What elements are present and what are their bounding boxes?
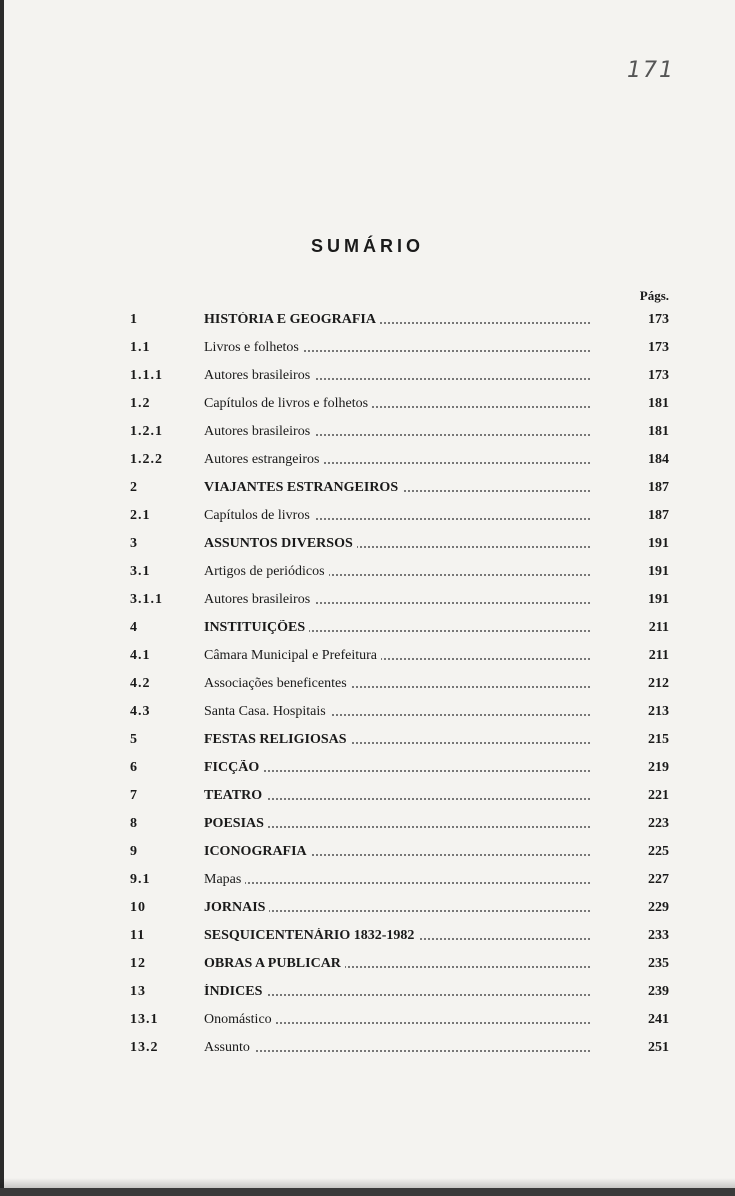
page-number: 223 (648, 816, 669, 831)
toc-row (0, 476, 735, 504)
page-number: 211 (648, 620, 669, 635)
section-number: 13.1 (130, 1012, 159, 1027)
toc-entry (204, 900, 590, 916)
toc-row (0, 868, 735, 896)
toc-entry (204, 312, 590, 328)
toc-row (0, 952, 735, 980)
toc-row (0, 728, 735, 756)
section-number: 13.2 (130, 1040, 159, 1055)
section-title: TEATRO (204, 788, 266, 803)
toc-entry (204, 984, 590, 1000)
toc-row (0, 756, 735, 784)
section-number: 3.1.1 (130, 592, 163, 607)
page-number: 191 (648, 592, 669, 607)
section-number: 1 (130, 312, 138, 327)
toc-row (0, 1008, 735, 1036)
toc-row (0, 448, 735, 476)
toc-row (0, 1036, 735, 1064)
section-title: Artigos de periódicos (204, 564, 329, 579)
toc-entry (204, 844, 590, 860)
section-title: Autores brasileiros (204, 592, 314, 607)
toc-row (0, 532, 735, 560)
section-number: 5 (130, 732, 138, 747)
section-title: FICÇÃO (204, 760, 263, 775)
toc-entry (204, 340, 590, 356)
section-number: 9.1 (130, 872, 151, 887)
toc-entry (204, 816, 590, 832)
section-title: Autores estrangeiros (204, 452, 323, 467)
toc-entry (204, 1040, 590, 1056)
page-number: 212 (648, 676, 669, 691)
toc-entry (204, 452, 590, 468)
section-number: 4.1 (130, 648, 151, 663)
toc-row (0, 980, 735, 1008)
toc-row (0, 504, 735, 532)
page-number: 229 (648, 900, 669, 915)
page-number: 227 (648, 872, 669, 887)
toc-row (0, 392, 735, 420)
section-number: 10 (130, 900, 146, 915)
toc-entry (204, 508, 590, 524)
section-number: 9 (130, 844, 138, 859)
section-title: Associações beneficentes (204, 676, 351, 691)
page-bottom-shadow (0, 1178, 735, 1188)
section-title: OBRAS A PUBLICAR (204, 956, 345, 971)
toc-entry (204, 704, 590, 720)
toc-entry (204, 928, 590, 944)
toc-row (0, 560, 735, 588)
section-title: Mapas (204, 872, 245, 887)
section-number: 7 (130, 788, 138, 803)
page-number: 239 (648, 984, 669, 999)
toc-entry (204, 760, 590, 776)
toc-entry (204, 424, 590, 440)
toc-row (0, 364, 735, 392)
toc-row (0, 672, 735, 700)
toc-entry (204, 620, 590, 636)
page-number: 187 (648, 480, 669, 495)
page-number: 241 (648, 1012, 669, 1027)
page-number: 211 (648, 648, 669, 663)
toc-row (0, 644, 735, 672)
toc-row (0, 924, 735, 952)
section-title: INSTITUIÇÕES (204, 620, 309, 635)
toc-entry (204, 480, 590, 496)
section-number: 4 (130, 620, 138, 635)
page-number: 251 (648, 1040, 669, 1055)
section-title: VIAJANTES ESTRANGEIROS (204, 480, 402, 495)
page-number: 191 (648, 536, 669, 551)
section-number: 11 (130, 928, 146, 943)
section-title: Autores brasileiros (204, 368, 314, 383)
page-number: 173 (648, 368, 669, 383)
toc-entry (204, 536, 590, 552)
toc-entry (204, 676, 590, 692)
toc-entry (204, 564, 590, 580)
page-number: 191 (648, 564, 669, 579)
toc-row (0, 588, 735, 616)
section-number: 1.2.1 (130, 424, 163, 439)
toc-entry (204, 1012, 590, 1028)
section-number: 1.1.1 (130, 368, 163, 383)
section-number: 3.1 (130, 564, 151, 579)
page-number: 181 (648, 396, 669, 411)
section-title: ÍNDICES (204, 984, 266, 999)
toc-entry (204, 396, 590, 412)
section-number: 8 (130, 816, 138, 831)
section-number: 4.3 (130, 704, 151, 719)
section-number: 1.2.2 (130, 452, 163, 467)
page-number: 181 (648, 424, 669, 439)
section-title: Onomástico (204, 1012, 276, 1027)
page-number: 173 (648, 340, 669, 355)
section-title: FESTAS RELIGIOSAS (204, 732, 351, 747)
toc-row (0, 308, 735, 336)
page-number: 233 (648, 928, 669, 943)
section-title: Assunto (204, 1040, 254, 1055)
pages-column-header: Págs. (639, 288, 669, 303)
page-number: 173 (648, 312, 669, 327)
toc-entry (204, 956, 590, 972)
section-number: 2.1 (130, 508, 151, 523)
toc-row (0, 336, 735, 364)
section-number: 1.1 (130, 340, 151, 355)
section-number: 4.2 (130, 676, 151, 691)
section-title: Câmara Municipal e Prefeitura (204, 648, 381, 663)
section-title: Capítulos de livros e folhetos (204, 396, 372, 411)
section-number: 6 (130, 760, 138, 775)
page-number: 184 (648, 452, 669, 467)
page-number: 221 (648, 788, 669, 803)
section-number: 1.2 (130, 396, 151, 411)
toc-row (0, 700, 735, 728)
section-title: Capítulos de livros (204, 508, 314, 523)
toc-entry (204, 732, 590, 748)
section-title: Livros e folhetos (204, 340, 303, 355)
section-title: SESQUICENTENÁRIO 1832-1982 (204, 928, 418, 943)
section-title: ICONOGRAFIA (204, 844, 311, 859)
section-title: Santa Casa. Hospitais (204, 704, 330, 719)
section-title: JORNAIS (204, 900, 269, 915)
toc-entry (204, 368, 590, 384)
section-number: 3 (130, 536, 138, 551)
toc-entry (204, 788, 590, 804)
toc-entry (204, 648, 590, 664)
toc-entry (204, 872, 590, 888)
dot-leader (204, 1050, 590, 1052)
page-number: 213 (648, 704, 669, 719)
section-title: Autores brasileiros (204, 424, 314, 439)
page-number: 235 (648, 956, 669, 971)
section-number: 13 (130, 984, 146, 999)
handwritten-folio-number: 171 (627, 58, 675, 83)
toc-row (0, 420, 735, 448)
toc-row (0, 896, 735, 924)
page-number: 187 (648, 508, 669, 523)
toc-entry (204, 592, 590, 608)
page-bottom-edge (0, 1188, 735, 1196)
section-title: POESIAS (204, 816, 268, 831)
section-title: HISTÓRIA E GEOGRAFIA (204, 312, 380, 327)
toc-row (0, 840, 735, 868)
page-number: 215 (648, 732, 669, 747)
dot-leader (204, 882, 590, 884)
toc-row (0, 784, 735, 812)
toc-row (0, 812, 735, 840)
page-title: SUMÁRIO (311, 236, 424, 256)
page-number: 219 (648, 760, 669, 775)
section-number: 12 (130, 956, 146, 971)
section-title: ASSUNTOS DIVERSOS (204, 536, 357, 551)
page-number: 225 (648, 844, 669, 859)
toc-row (0, 616, 735, 644)
section-number: 2 (130, 480, 138, 495)
